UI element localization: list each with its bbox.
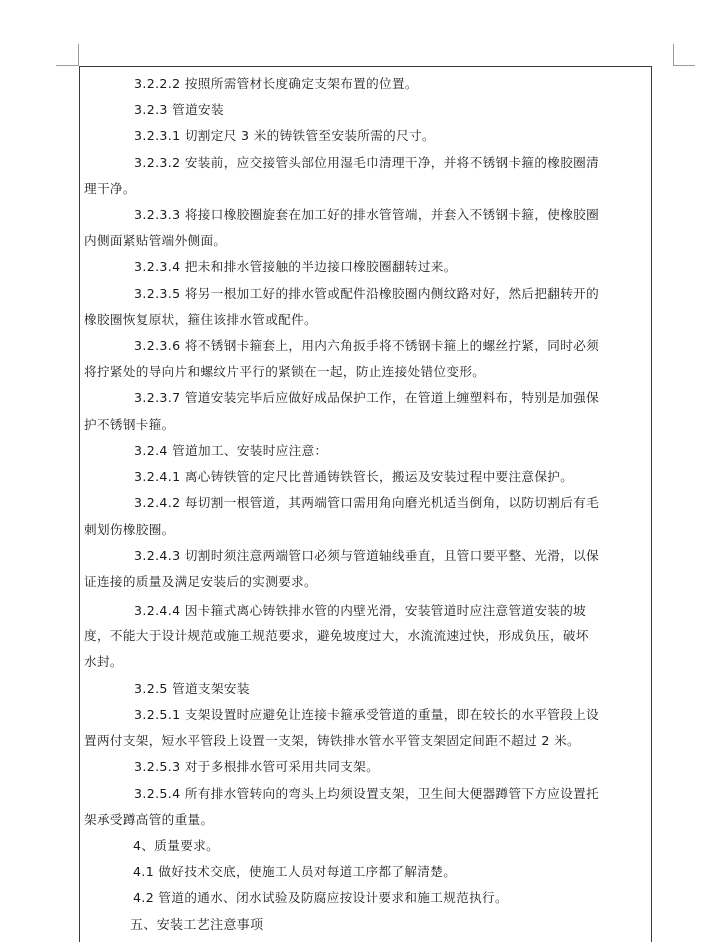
paragraph-line: 3.2.4.2 每切割一根管道，其两端管口需用角向磨光机适当倒角，以防切割后有毛 <box>134 495 600 510</box>
paragraph-line: 证连接的质量及满足安装后的实测要求。 <box>84 574 317 589</box>
paragraph-line: 3.2.4.4 因卡箍式离心铸铁排水管的内壁光滑，安装管道时应注意管道安装的坡 <box>134 603 587 618</box>
section-heading: 3.2.5 管道支架安装 <box>134 681 250 696</box>
paragraph-line: 置两付支架，短水平管段上设置一支架，铸铁排水管水平管支架固定间距不超过 2 米。 <box>84 733 580 748</box>
paragraph-line: 3.2.4.1 离心铸铁管的定尺比普通铸铁管长，搬运及安装过程中要注意保护。 <box>134 469 574 484</box>
paragraph-line: 3.2.3.6 将不锈钢卡箍套上，用内六角扳手将不锈钢卡箍上的螺丝拧紧，同时必须 <box>134 338 600 353</box>
paragraph-line: 水封。 <box>84 654 123 669</box>
paragraph-line: 3.2.5.3 对于多根排水管可采用共同支架。 <box>134 759 380 774</box>
section-heading: 3.2.4 管道加工、安装时应注意： <box>134 443 328 458</box>
chapter-heading: 五、安装工艺注意事项 <box>130 918 264 933</box>
paragraph-line: 3.2.3.7 管道安装完毕后应做好成品保护工作，在管道上缠塑料布，特别是加强保 <box>134 390 600 405</box>
section-heading: 3.2.3 管道安装 <box>134 102 224 117</box>
paragraph-line: 将拧紧处的导向片和螺纹片平行的紧锁在一起，防止连接处错位变形。 <box>84 364 486 379</box>
crop-mark-top-right-vertical <box>673 44 674 66</box>
paragraph-line: 3.2.3.3 将接口橡胶圈旋套在加工好的排水管管端，并套入不锈钢卡箍，使橡胶圈 <box>134 207 600 222</box>
paragraph-line: 刺划伤橡胶圈。 <box>84 522 175 537</box>
crop-mark-top-right-horizontal <box>673 65 695 66</box>
paragraph-line: 内侧面紧贴管端外侧面。 <box>84 233 227 248</box>
paragraph-line: 理干净。 <box>84 181 136 196</box>
crop-mark-top-left-vertical <box>78 44 79 66</box>
paragraph-line: 4.1 做好技术交底，使施工人员对每道工序都了解清楚。 <box>133 864 457 879</box>
paragraph-line: 架承受蹲高管的重量。 <box>84 812 214 827</box>
paragraph-line: 护不锈钢卡箍。 <box>84 417 175 432</box>
paragraph-line: 3.2.5.1 支架设置时应避免让连接卡箍承受管道的重量，即在较长的水平管段上设 <box>134 707 600 722</box>
section-heading: 4、质量要求。 <box>133 838 220 853</box>
paragraph-line: 3.2.3.5 将另一根加工好的排水管或配件沿橡胶圈内侧纹路对好，然后把翻转开的 <box>134 286 600 301</box>
paragraph-line: 3.2.3.2 安装前，应交接管头部位用湿毛巾清理干净，并将不锈钢卡箍的橡胶圈清 <box>134 155 600 170</box>
paragraph-line: 3.2.4.3 切割时须注意两端管口必须与管道轴线垂直，且管口要平整、光滑，以保 <box>134 548 600 563</box>
crop-mark-top-left-horizontal <box>56 65 78 66</box>
paragraph-line: 橡胶圈恢复原状，箍住该排水管或配件。 <box>84 312 317 327</box>
paragraph-line: 3.2.3.1 切割定尺 3 米的铸铁管至安装所需的尺寸。 <box>134 128 435 143</box>
paragraph-line: 度，不能大于设计规范或施工规范要求，避免坡度过大，水流流速过快，形成负压，破坏 <box>84 628 589 643</box>
paragraph-line: 3.2.2.2 按照所需管材长度确定支架布置的位置。 <box>134 76 418 91</box>
paragraph-line: 3.2.3.4 把未和排水管接触的半边接口橡胶圈翻转过来。 <box>134 259 457 274</box>
paragraph-line: 3.2.5.4 所有排水管转向的弯头上均须设置支架，卫生间大便器蹲管下方应设置托 <box>134 786 600 801</box>
paragraph-line: 4.2 管道的通水、闭水试验及防腐应按设计要求和施工规范执行。 <box>133 890 508 905</box>
